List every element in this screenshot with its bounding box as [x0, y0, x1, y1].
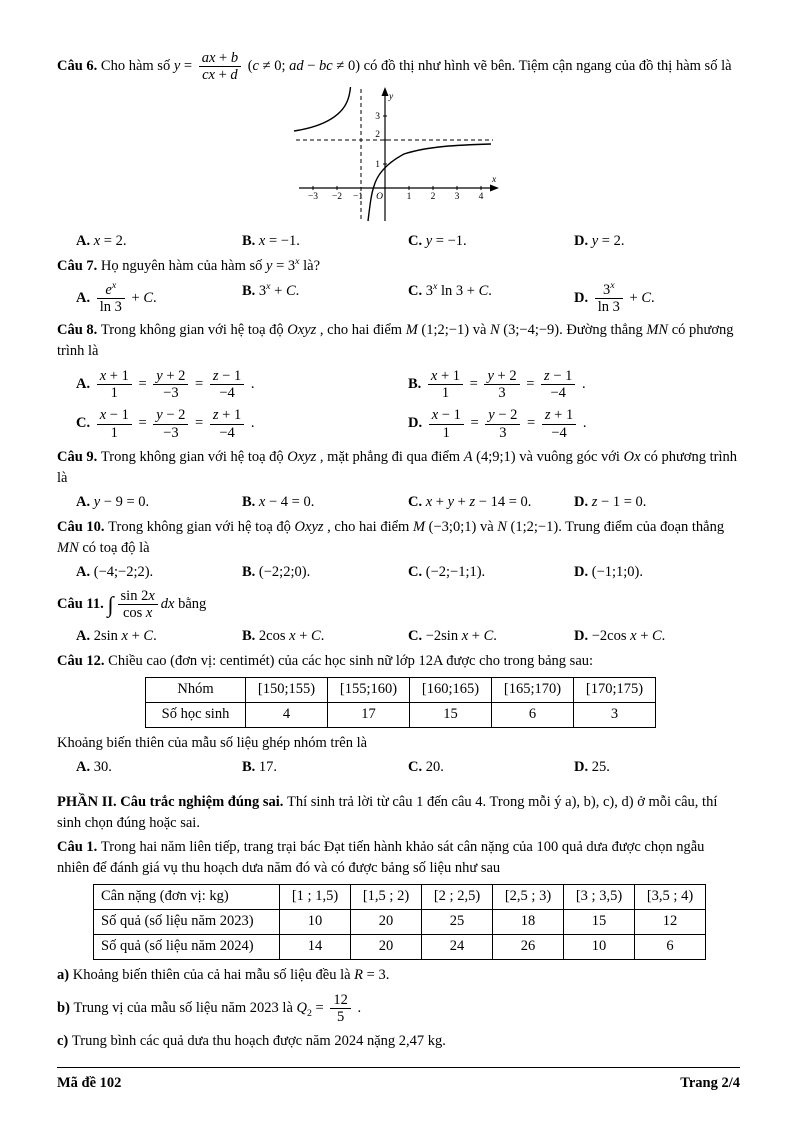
table-cell: [160;165): [410, 677, 492, 702]
question-11-options: [57, 626, 740, 647]
question-9-option-b: B. x − 4 = 0.: [242, 493, 315, 510]
part2-question-1-item-a: a) Khoảng biến thiên của cả hai mẫu số liệu đều là R = 3.: [57, 966, 390, 983]
x-axis-label: x: [491, 175, 496, 186]
question-6-option-a: A. x = 2.: [76, 233, 127, 250]
question-10-option-c: C. (−2;−1;1).: [408, 564, 486, 581]
table-row: [94, 934, 706, 959]
question-6-options: [57, 231, 740, 252]
question-9-option-c: C. x + y + z − 14 = 0.: [408, 493, 532, 510]
question-12-option-b: B. 17.: [242, 758, 278, 775]
part2-question-1-stem: Câu 1. Trong hai năm liên tiếp, trang trại bác Đạt tiến hành khảo sát cân nặng của 100 quả dưa được chọn ngẫu nhiên để đánh giá vụ thu hoạch dưa năm đó và có được bảng số liệu như sau: [57, 838, 705, 876]
table-cell: [3,5 ; 4): [635, 884, 706, 909]
y-tick-label: 1: [374, 160, 380, 171]
table-cell: 10: [280, 909, 351, 934]
table-cell: 6: [492, 702, 574, 727]
table-cell: Cân nặng (đơn vị: kg): [94, 884, 280, 909]
question-8-option-a: A. $\frac{x + 1}{1}$ = $\frac{y + 2}{-3}$ = $\frac{z - 1}{-4}$ .: [76, 368, 255, 402]
table-cell: [1 ; 1,5): [280, 884, 351, 909]
question-9-stem: Câu 9. Trong không gian với hệ toạ độ Oxyz , mặt phẳng đi qua điểm A (4;9;1) và vuông góc với Ox có phương trình là: [57, 448, 737, 486]
table-cell: [165;170): [492, 677, 574, 702]
fraction: $\frac{x - 1}{1}$: [97, 407, 132, 440]
melon-weight-table: [93, 884, 706, 960]
fraction: $\frac{y - 2}{-3}$: [153, 407, 188, 440]
fraction: $\frac{ax + b}{cx + d}$: [199, 50, 241, 83]
question-6-stem: Câu 6. Cho hàm số y = $\frac{ax + b}{cx + d}$ (c ≠ 0; ad − bc ≠ 0) có đồ thị như hình vẽ bên. Tiệm cận ngang của đồ thị hàm số là: [57, 50, 732, 84]
part2-header: PHẦN II. Câu trắc nghiệm đúng sai. Thí sinh trả lời từ câu 1 đến câu 4. Trong mỗi ý a), b), c), d) ở mỗi câu, thí sinh chọn đúng hoặc sai.: [57, 793, 718, 831]
question-11-option-a: A. 2sin x + C.: [76, 627, 157, 644]
table-row: [146, 702, 656, 727]
table-cell: 20: [351, 909, 422, 934]
table-cell: [150;155): [246, 677, 328, 702]
question-8-option-b: B. $\frac{x + 1}{1}$ = $\frac{y + 2}{3}$ = $\frac{z - 1}{-4}$ .: [408, 368, 586, 402]
x-tick-label: −3: [307, 192, 318, 203]
question-10-option-b: B. (−2;2;0).: [242, 564, 311, 581]
table-cell: 26: [493, 934, 564, 959]
table-cell: Số quả (số liệu năm 2023): [94, 909, 280, 934]
table-row: [146, 677, 656, 702]
curve-right-branch: [368, 144, 491, 221]
hyperbola-graph-svg: [284, 87, 514, 227]
table-cell: [2,5 ; 3): [493, 884, 564, 909]
y-tick-label: 2: [374, 130, 380, 141]
table-cell: 15: [410, 702, 492, 727]
question-6-option-c: C. y = −1.: [408, 233, 467, 250]
question-10-options: [57, 562, 740, 583]
x-tick-label: 1: [406, 192, 411, 203]
fraction: $\frac{z - 1}{-4}$: [541, 368, 575, 401]
table-cell: Số quả (số liệu năm 2024): [94, 934, 280, 959]
table-cell: 24: [422, 934, 493, 959]
x-tick-label: 3: [454, 192, 459, 203]
question-9-option-a: A. y − 9 = 0.: [76, 493, 150, 510]
question-11-option-c: C. −2sin x + C.: [408, 627, 497, 644]
fraction: $\frac{z + 1}{-4}$: [542, 407, 576, 440]
fraction: $\frac{y - 2}{3}$: [485, 407, 520, 440]
page-number: Trang 2/4: [680, 1074, 740, 1091]
table-cell: 14: [280, 934, 351, 959]
x-tick-label: −2: [331, 192, 342, 203]
table-cell: [1,5 ; 2): [351, 884, 422, 909]
fraction: $\frac{12}{5}$: [330, 992, 351, 1025]
question-12-continuation: Khoảng biến thiên của mẫu số liệu ghép nhóm trên là: [57, 734, 368, 751]
fraction: $\frac{\sin 2x}{\text{cos x}}$: [118, 588, 158, 621]
fraction: $\frac{x - 1}{1}$: [429, 407, 464, 440]
fraction: $\frac{z - 1}{-4}$: [210, 368, 244, 401]
question-12-option-a: A. 30.: [76, 758, 112, 775]
question-9-options: [57, 492, 740, 513]
x-tick-label: 2: [430, 192, 435, 203]
height-frequency-table: [145, 677, 656, 728]
x-tick-label: −1: [352, 192, 363, 203]
table-cell: 12: [635, 909, 706, 934]
table-cell: 3: [574, 702, 656, 727]
table-cell: [3 ; 3,5): [564, 884, 635, 909]
table-cell: [170;175): [574, 677, 656, 702]
function-graph: [284, 87, 514, 227]
curve-left-branch: [294, 87, 351, 131]
fraction: $\frac{y + 2}{-3}$: [153, 368, 188, 401]
question-11-option-b: B. 2cos x + C.: [242, 627, 325, 644]
question-6-option-b: B. x = −1.: [242, 233, 300, 250]
question-12-stem: Câu 12. Chiều cao (đơn vị: centimét) của các học sinh nữ lớp 12A được cho trong bảng sau:: [57, 652, 594, 669]
question-7-option-b: B. $3^x + C$.: [242, 280, 300, 299]
fraction: $\frac{x + 1}{1}$: [97, 368, 132, 401]
axis-ticks: [313, 116, 481, 190]
question-11-stem: Câu 11. ∫ $\frac{\sin 2x}{\text{cos x}}$ dx bằng: [57, 588, 207, 622]
question-7-option-d: D. $\frac{3^x}{\ln 3}$ + C.: [574, 279, 655, 315]
exam-code: Mã đề 102: [57, 1074, 122, 1091]
question-9-option-d: D. z − 1 = 0.: [574, 493, 647, 510]
question-12-option-d: D. 25.: [574, 758, 610, 775]
fraction: $\frac{x + 1}{1}$: [428, 368, 463, 401]
y-axis-label: y: [388, 92, 393, 103]
question-7-stem: Câu 7. Họ nguyên hàm của hàm số $y = 3^x$ là?: [57, 256, 321, 275]
fraction: $\frac{y + 2}{3}$: [484, 368, 519, 401]
page-content: [57, 46, 740, 1059]
question-10-option-d: D. (−1;1;0).: [574, 564, 644, 581]
question-10-stem: Câu 10. Trong không gian với hệ toạ độ Oxyz , cho hai điểm M (−3;0;1) và N (1;2;−1). Trung điểm của đoạn thẳng MN có toạ độ là: [57, 518, 725, 556]
question-8-option-c: C. $\frac{x - 1}{1}$ = $\frac{y - 2}{-3}$ = $\frac{z + 1}{-4}$ .: [76, 407, 255, 441]
table-cell: 10: [564, 934, 635, 959]
part2-question-1-item-b: b) Trung vị của mẫu số liệu năm 2023 là $Q_2$ = $\frac{12}{5}$ .: [57, 991, 362, 1025]
question-11-option-d: D. −2cos x + C.: [574, 627, 666, 644]
question-6-option-d: D. y = 2.: [574, 233, 625, 250]
table-cell: 25: [422, 909, 493, 934]
y-tick-label: 3: [374, 112, 380, 123]
table-row: [94, 884, 706, 909]
question-8-option-d: D. $\frac{x - 1}{1}$ = $\frac{y - 2}{3}$ = $\frac{z + 1}{-4}$ .: [408, 407, 587, 441]
question-7-option-a: A. $\frac{e^x}{\ln 3}$ + C.: [76, 279, 157, 315]
question-7-option-c: C. 3$^x$ ln 3 + C.: [408, 280, 492, 299]
question-10-option-a: A. (−4;−2;2).: [76, 564, 154, 581]
question-12-option-c: C. 20.: [408, 758, 444, 775]
question-8-options: [57, 365, 740, 444]
part2-question-1-item-c: c) Trung bình các quả dưa thu hoạch được năm 2024 nặng 2,47 kg.: [57, 1033, 446, 1050]
fraction: $\frac{e^x}{\ln 3}$: [97, 282, 125, 315]
fraction: $\frac{z + 1}{-4}$: [210, 407, 244, 440]
table-row: [94, 909, 706, 934]
page-footer: [57, 1067, 740, 1094]
question-12-options: [57, 757, 740, 778]
question-8-stem: Câu 8. Trong không gian với hệ toạ độ Oxyz , cho hai điểm M (1;2;−1) và N (3;−4;−9). Đường thẳng MN có phương trình là: [57, 321, 734, 359]
fraction: $\frac{3^x}{\ln 3}$: [595, 282, 623, 315]
table-cell: Nhóm: [146, 677, 246, 702]
x-tick-label: 4: [478, 192, 483, 203]
table-cell: 4: [246, 702, 328, 727]
x-axis-arrow: [490, 185, 499, 192]
y-axis-arrow: [381, 87, 388, 96]
table-cell: [2 ; 2,5): [422, 884, 493, 909]
table-cell: 17: [328, 702, 410, 727]
table-cell: 20: [351, 934, 422, 959]
table-cell: 18: [493, 909, 564, 934]
origin-label: O: [375, 192, 383, 203]
question-7-options: [57, 281, 740, 316]
table-cell: Số học sinh: [146, 702, 246, 727]
table-cell: [155;160): [328, 677, 410, 702]
table-cell: 6: [635, 934, 706, 959]
table-cell: 15: [564, 909, 635, 934]
